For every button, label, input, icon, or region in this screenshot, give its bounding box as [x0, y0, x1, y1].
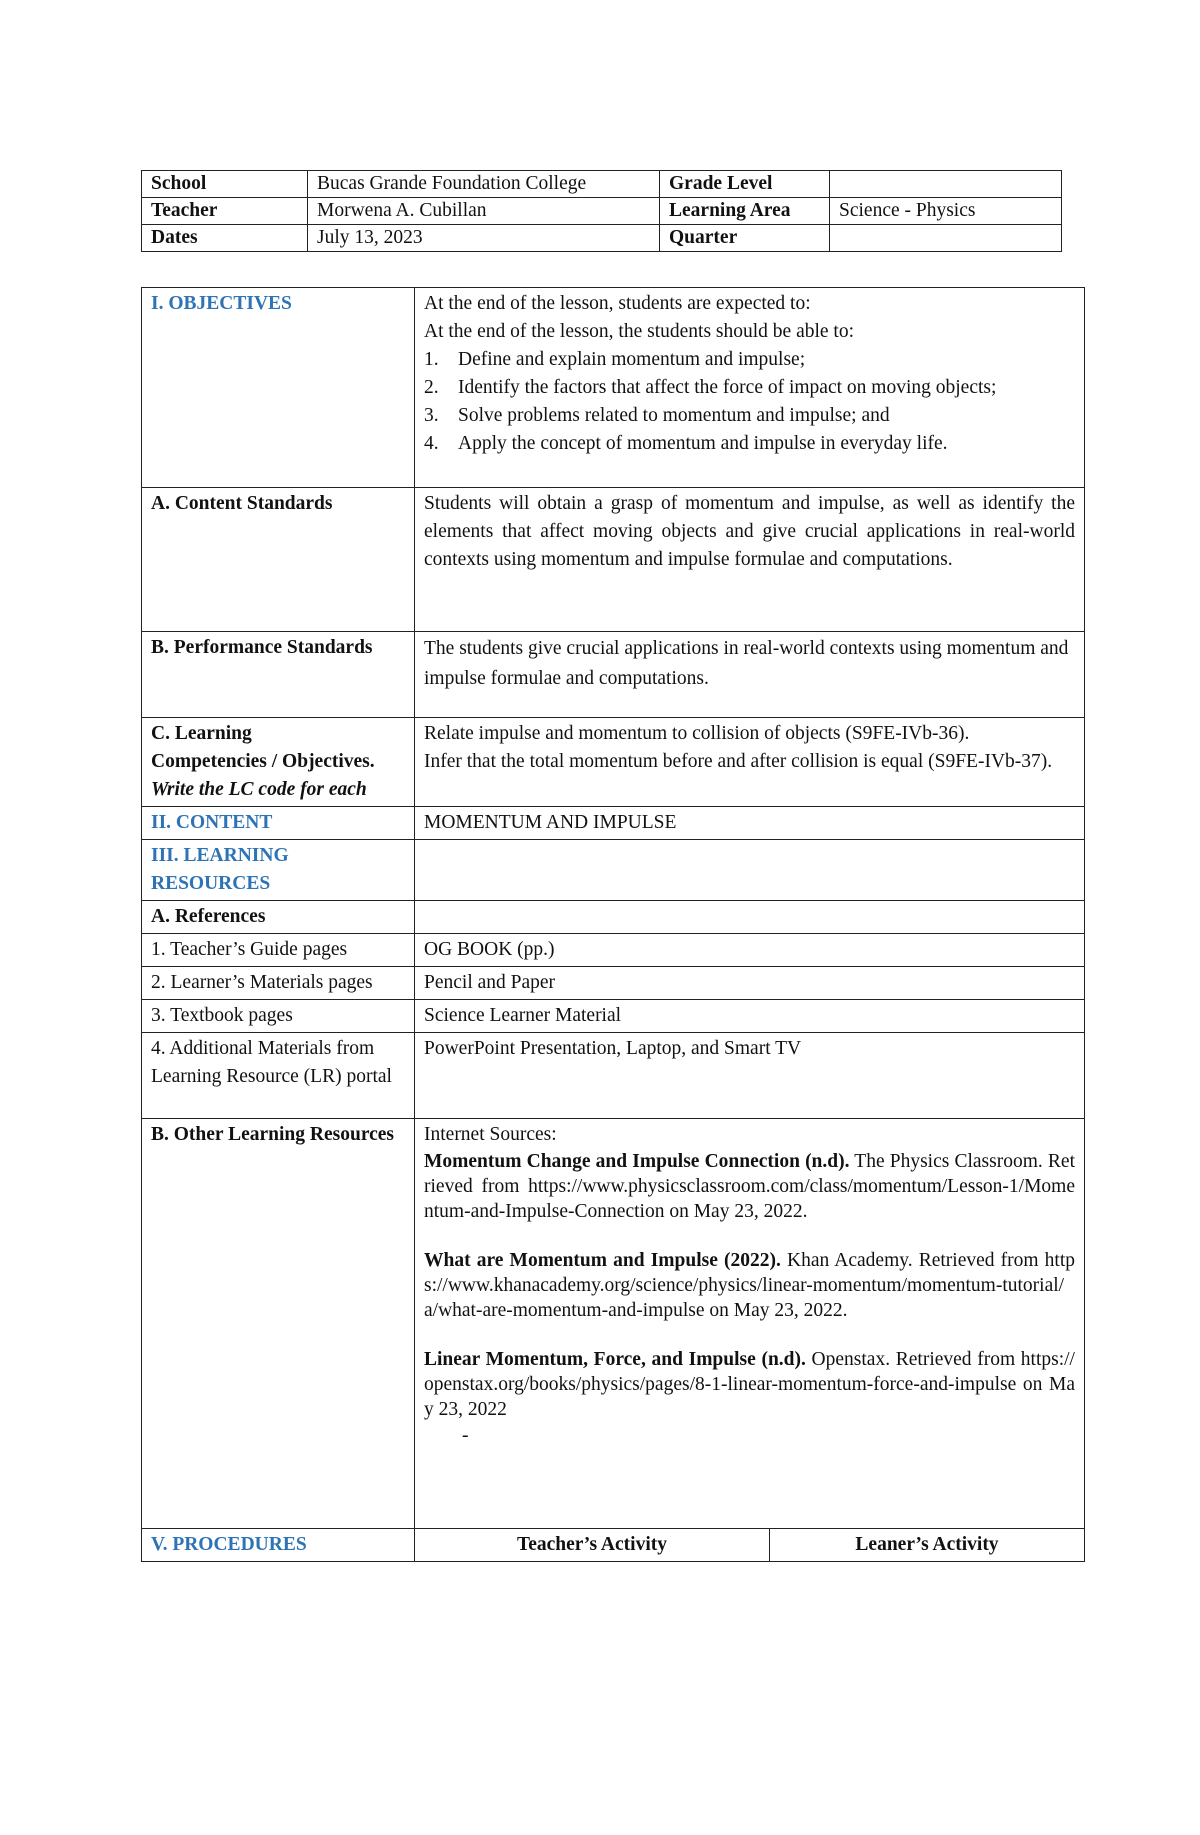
other-resources-label: B. Other Learning Resources: [142, 1119, 415, 1529]
table-row: [142, 1033, 1085, 1119]
reference-title: Linear Momentum, Force, and Impulse (n.d).: [424, 1349, 806, 1370]
list-item-text: Identify the factors that affect the force of impact on moving objects;: [458, 377, 997, 398]
reference-title: Momentum Change and Impulse Connection (n.d).: [424, 1151, 850, 1172]
objectives-label: I. OBJECTIVES: [142, 288, 415, 488]
competencies-label-line3: Write the LC code for each: [151, 779, 367, 800]
table-row: [142, 1000, 1085, 1033]
learner-activity-header: Leaner’s Activity: [770, 1529, 1085, 1562]
procedures-label: V. PROCEDURES: [142, 1529, 415, 1562]
reference-title: What are Momentum and Impulse (2022).: [424, 1250, 781, 1271]
performance-standards-text: The students give crucial applications in real-world contexts using momentum and impulse formulae and computations.: [415, 632, 1085, 718]
performance-standards-row: [142, 632, 1085, 718]
table-row: [142, 934, 1085, 967]
dates-value: July 13, 2023: [308, 225, 660, 252]
dates-label: Dates: [142, 225, 308, 252]
list-item: [424, 430, 1075, 458]
reference-item: [424, 1347, 1075, 1422]
learning-area-value: Science - Physics: [830, 198, 1062, 225]
content-label: II. CONTENT: [142, 807, 415, 840]
list-item: [424, 402, 1075, 430]
header-row-teacher: [142, 198, 1062, 225]
procedures-row: [142, 1529, 1085, 1562]
teacher-value: Morwena A. Cubillan: [308, 198, 660, 225]
reference-text: The Physics Classroom. Retrieved from https://www.physicsclassroom.com/class/momentum/Lesson-1/Momentum-and-Impulse-Connection on May 23, 2022.: [424, 1151, 1075, 1222]
quarter-value: [830, 225, 1062, 252]
content-standards-label: A. Content Standards: [142, 488, 415, 632]
list-item-text: Apply the concept of momentum and impulse in everyday life.: [458, 433, 948, 454]
content-row: [142, 807, 1085, 840]
reference-text: Khan Academy. Retrieved from https://www.khanacademy.org/science/physics/linear-momentum/momentum-tutorial/a/what-are-momentum-and-impulse on May 23, 2022.: [424, 1250, 1076, 1321]
quarter-label: Quarter: [660, 225, 830, 252]
resource-value: PowerPoint Presentation, Laptop, and Smart TV: [415, 1033, 1085, 1119]
grade-level-value: [830, 171, 1062, 198]
competencies-label: [142, 718, 415, 807]
list-item: [424, 346, 1075, 374]
list-item-number: 4.: [424, 433, 439, 454]
reference-text: Openstax. Retrieved from https://openstax.org/books/physics/pages/8-1-linear-momentum-force-and-impulse on May 23, 2022: [424, 1349, 1075, 1420]
list-item-text: Solve problems related to momentum and impulse; and: [458, 405, 890, 426]
content-standards-text: Students will obtain a grasp of momentum and impulse, as well as identify the elements that affect moving objects and give crucial applications in real-world contexts using momentum and impulse formulae and computations.: [415, 488, 1085, 632]
grade-level-label: Grade Level: [660, 171, 830, 198]
objectives-content: [415, 288, 1085, 488]
reference-item: [424, 1149, 1075, 1224]
references-value: [415, 901, 1085, 934]
other-resources-row: [142, 1119, 1085, 1529]
resource-value: OG BOOK (pp.): [415, 934, 1085, 967]
other-resources-content: [415, 1119, 1085, 1529]
competency-2: Infer that the total momentum before and after collision is equal (S9FE-IVb-37).: [424, 751, 1053, 772]
resource-label: 4. Additional Materials from Learning Resource (LR) portal: [142, 1033, 415, 1119]
lesson-plan-table: [141, 287, 1085, 1562]
header-table: [141, 170, 1062, 252]
objectives-list: [424, 346, 1075, 458]
school-value: Bucas Grande Foundation College: [308, 171, 660, 198]
performance-standards-label: B. Performance Standards: [142, 632, 415, 718]
learning-area-label: Learning Area: [660, 198, 830, 225]
teacher-activity-header: Teacher’s Activity: [415, 1529, 770, 1562]
resource-value: Pencil and Paper: [415, 967, 1085, 1000]
teacher-label: Teacher: [142, 198, 308, 225]
competencies-row: [142, 718, 1085, 807]
objectives-row: [142, 288, 1085, 488]
school-label: School: [142, 171, 308, 198]
list-item-number: 3.: [424, 405, 439, 426]
references-label: A. References: [142, 901, 415, 934]
content-text: MOMENTUM AND IMPULSE: [415, 807, 1085, 840]
header-row-dates: [142, 225, 1062, 252]
objectives-intro-2: At the end of the lesson, the students should be able to:: [424, 321, 855, 342]
learning-resources-label: III. LEARNING RESOURCES: [142, 840, 415, 901]
list-item-text: Define and explain momentum and impulse;: [458, 349, 806, 370]
internet-sources-label: Internet Sources:: [424, 1124, 557, 1145]
learning-resources-value: [415, 840, 1085, 901]
reference-item: [424, 1248, 1075, 1323]
objectives-intro-1: At the end of the lesson, students are expected to:: [424, 293, 811, 314]
references-row: [142, 901, 1085, 934]
competencies-label-line2: Competencies / Objectives.: [151, 751, 375, 772]
header-row-school: [142, 171, 1062, 198]
content-standards-row: [142, 488, 1085, 632]
competencies-label-line1: C. Learning: [151, 723, 252, 744]
resource-label: 3. Textbook pages: [142, 1000, 415, 1033]
competency-1: Relate impulse and momentum to collision of objects (S9FE-IVb-36).: [424, 723, 970, 744]
competencies-content: [415, 718, 1085, 807]
resource-value: Science Learner Material: [415, 1000, 1085, 1033]
list-item-number: 2.: [424, 377, 439, 398]
learning-resources-row: [142, 840, 1085, 901]
table-row: [142, 967, 1085, 1000]
trailing-dash: -: [462, 1425, 469, 1446]
resource-label: 2. Learner’s Materials pages: [142, 967, 415, 1000]
list-item-number: 1.: [424, 349, 439, 370]
list-item: [424, 374, 1075, 402]
resource-label: 1. Teacher’s Guide pages: [142, 934, 415, 967]
